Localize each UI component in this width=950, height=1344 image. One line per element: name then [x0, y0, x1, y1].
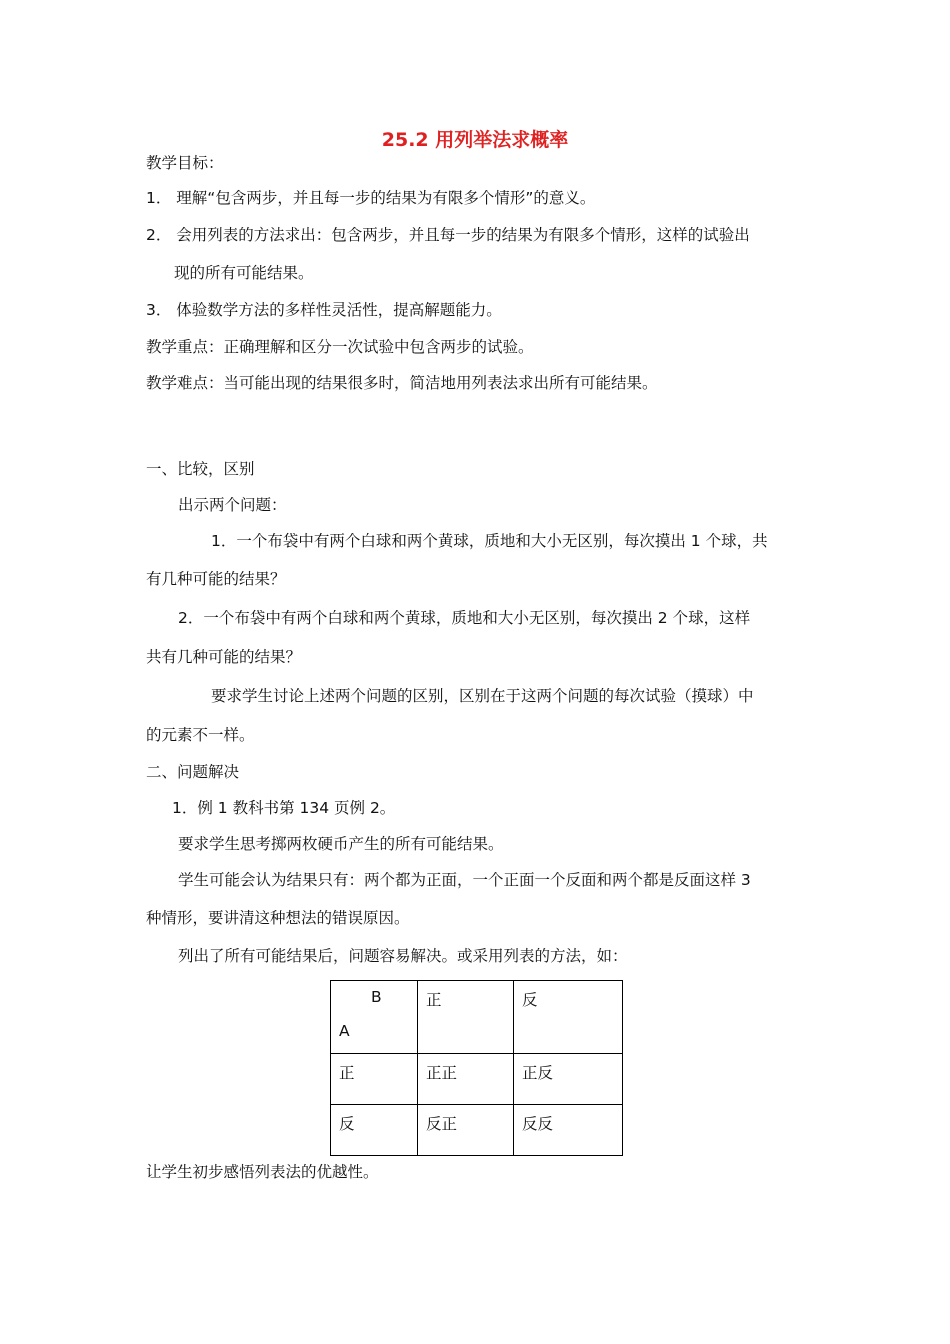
- table-row: [331, 1054, 623, 1105]
- difficulty: 教学难点：当可能出现的结果很多时，简洁地用列表法求出所有可能结果。: [146, 374, 658, 392]
- corner-label-b: B: [371, 988, 382, 1006]
- table-corner-cell: [331, 981, 418, 1054]
- key-point: 教学重点：正确理解和区分一次试验中包含两步的试验。: [146, 338, 534, 356]
- discussion-line1: 要求学生讨论上述两个问题的区别，区别在于这两个问题的每次试验（摸球）中: [211, 687, 754, 705]
- objective-1: 1． 理解“包含两步，并且每一步的结果为有限多个情形”的意义。: [146, 189, 596, 207]
- mistake-line2: 种情形，要讲清这种想法的错误原因。: [146, 909, 410, 927]
- col-header-cell: [418, 981, 514, 1054]
- col-header-label: 正: [426, 991, 442, 1009]
- table-cell: [514, 1054, 623, 1105]
- row-header-label: 反: [339, 1115, 355, 1133]
- section1-intro: 出示两个问题：: [178, 496, 287, 514]
- example-task: 要求学生思考掷两枚硬币产生的所有可能结果。: [178, 835, 504, 853]
- row-header-cell: [331, 1054, 418, 1105]
- table-intro: 列出了所有可能结果后，问题容易解决。或采用列表的方法，如：: [178, 947, 628, 965]
- section1-heading: 一、比较，区别: [146, 460, 255, 478]
- objective-2-line1: 2． 会用列表的方法求出：包含两步，并且每一步的结果为有限多个情形，这样的试验出: [146, 226, 750, 244]
- question2-line2: 共有几种可能的结果？: [146, 648, 302, 666]
- table-cell: [418, 1054, 514, 1105]
- cell-value: 正反: [522, 1064, 554, 1082]
- table-cell: [418, 1105, 514, 1156]
- section2-heading: 二、问题解决: [146, 763, 240, 781]
- table-row: [331, 1105, 623, 1156]
- closing-remark: 让学生初步感悟列表法的优越性。: [146, 1163, 379, 1181]
- example-reference: 1．例 1 教科书第 134 页例 2。: [172, 799, 396, 817]
- cell-value: 正正: [426, 1064, 458, 1082]
- col-header-label: 反: [522, 991, 538, 1009]
- table-cell: [514, 1105, 623, 1156]
- question1-line2: 有几种可能的结果？: [146, 570, 286, 588]
- objective-2-line2: 现的所有可能结果。: [174, 264, 314, 282]
- question2-line1: 2．一个布袋中有两个白球和两个黄球，质地和大小无区别，每次摸出 2 个球，这样: [178, 609, 751, 627]
- corner-label-a: A: [339, 1022, 350, 1040]
- outcome-table: [330, 980, 623, 1156]
- objective-3: 3． 体验数学方法的多样性灵活性，提高解题能力。: [146, 301, 502, 319]
- objectives-heading: 教学目标：: [146, 154, 224, 172]
- discussion-line2: 的元素不一样。: [146, 726, 255, 744]
- cell-value: 反反: [522, 1115, 554, 1133]
- mistake-line1: 学生可能会认为结果只有：两个都为正面，一个正面一个反面和两个都是反面这样 3: [178, 871, 751, 889]
- col-header-cell: [514, 981, 623, 1054]
- cell-value: 反正: [426, 1115, 458, 1133]
- table-header-row: [331, 981, 623, 1054]
- page-title: 25.2 用列举法求概率: [381, 129, 569, 151]
- row-header-cell: [331, 1105, 418, 1156]
- question1-line1: 1．一个布袋中有两个白球和两个黄球，质地和大小无区别，每次摸出 1 个球，共: [211, 532, 768, 550]
- row-header-label: 正: [339, 1064, 355, 1082]
